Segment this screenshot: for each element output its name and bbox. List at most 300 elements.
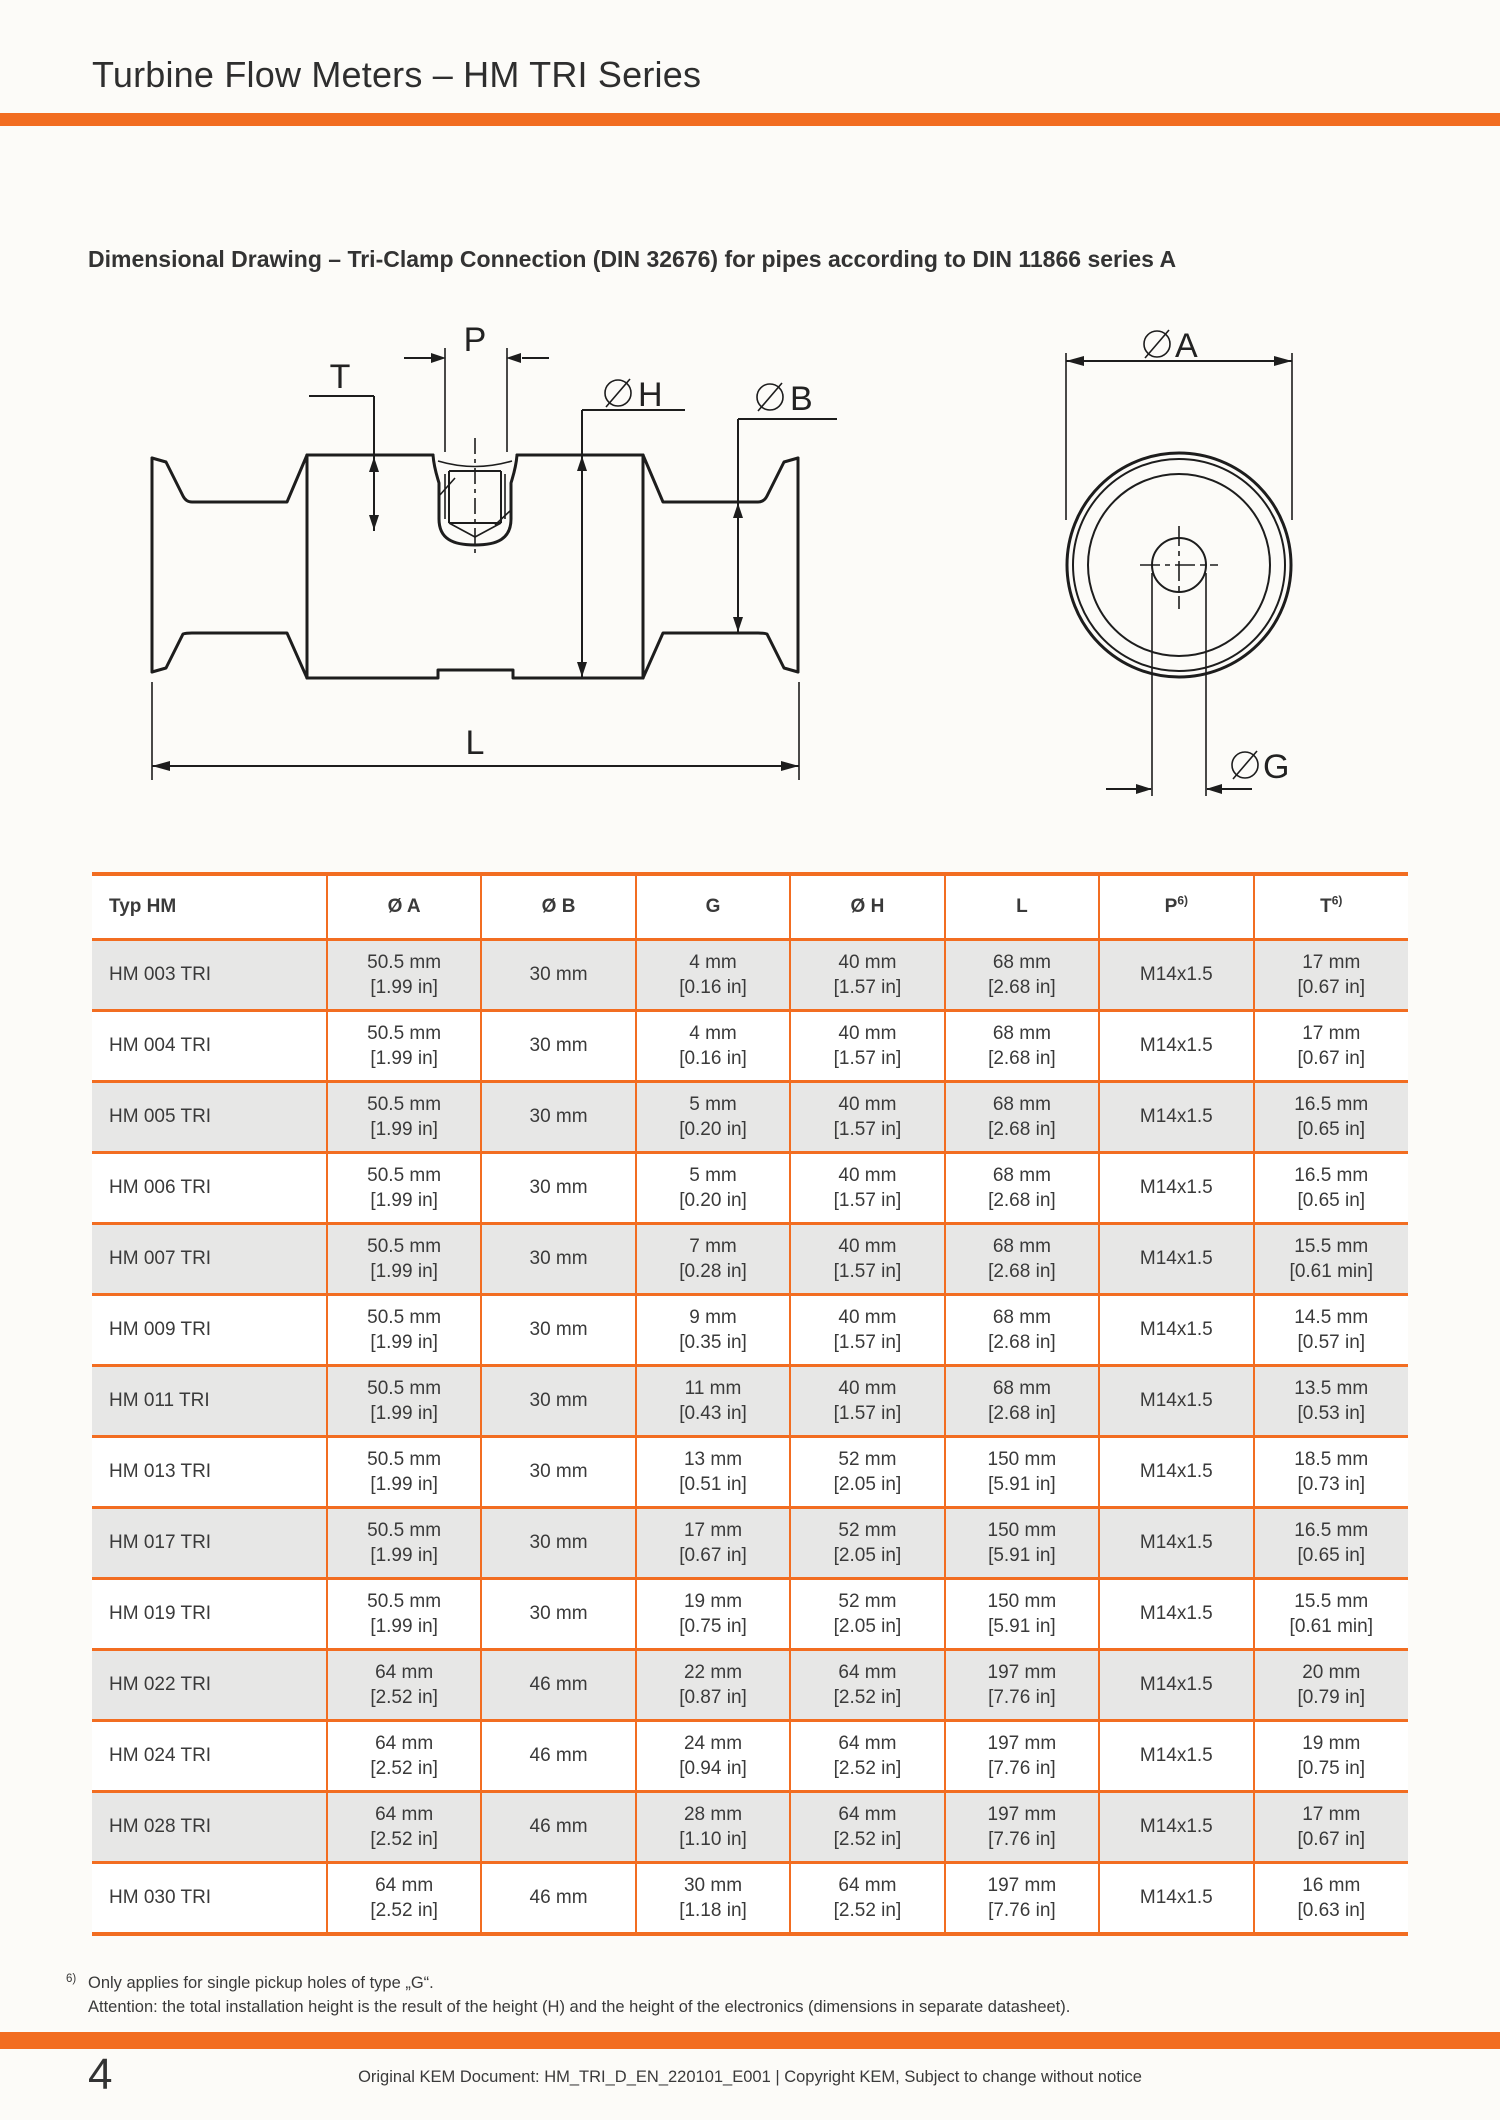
value-cell (945, 1792, 1099, 1863)
p-arrow-right (506, 353, 521, 363)
type-cell (92, 1721, 327, 1792)
cell-line: 14.5 mm (1294, 1306, 1369, 1328)
cell-line: M14x1.5 (1139, 1532, 1213, 1554)
cell-line: [0.20 in] (679, 1119, 747, 1140)
cell-line: 30 mm (529, 964, 588, 986)
cell-line: 30 mm (529, 1390, 588, 1412)
cell-line: [2.68 in] (988, 1403, 1056, 1424)
table-row (92, 1579, 1408, 1650)
cell-line: 40 mm (838, 1022, 897, 1044)
header-footnote-ref: 6) (1177, 893, 1188, 908)
cell-line: 64 mm (838, 1661, 897, 1683)
cell-line: 46 mm (529, 1816, 588, 1838)
cell-line: HM 013 TRI (109, 1461, 212, 1483)
value-cell (1254, 940, 1408, 1011)
value-cell (790, 1437, 944, 1508)
cell-line: [0.61 min] (1289, 1616, 1373, 1637)
header-label: Ø H (850, 896, 885, 917)
cell-line: 68 mm (992, 951, 1051, 973)
value-cell (636, 1508, 790, 1579)
cell-line: 64 mm (375, 1874, 434, 1896)
p-arrow-left (431, 353, 446, 363)
header-label: G (705, 896, 721, 917)
label-dia-b (757, 380, 813, 418)
value-cell (790, 1082, 944, 1153)
table-row (92, 1366, 1408, 1437)
cell-line: 16 mm (1302, 1874, 1361, 1896)
cell-line: 19 mm (683, 1590, 743, 1612)
cell-line: 150 mm (987, 1590, 1057, 1612)
value-cell (327, 1650, 481, 1721)
cell-line: 46 mm (529, 1745, 588, 1767)
value-cell (1254, 1792, 1408, 1863)
value-cell (327, 1437, 481, 1508)
value-cell (327, 1366, 481, 1437)
cell-line: 64 mm (838, 1732, 897, 1754)
value-cell (1254, 1863, 1408, 1935)
value-cell (945, 1082, 1099, 1153)
value-cell (1254, 1224, 1408, 1295)
value-cell (945, 1863, 1099, 1935)
value-cell (481, 1224, 635, 1295)
cell-line: [1.99 in] (370, 1119, 438, 1140)
cell-line: 68 mm (992, 1377, 1051, 1399)
cell-line: [1.99 in] (370, 1261, 438, 1282)
table-row (92, 1721, 1408, 1792)
header-label: L (1016, 896, 1028, 917)
cell-line: [0.65 in] (1297, 1545, 1366, 1566)
cell-line: [0.65 in] (1297, 1119, 1366, 1140)
cell-line: 68 mm (992, 1306, 1051, 1328)
value-cell (945, 1011, 1099, 1082)
table-header-cell (945, 874, 1099, 940)
cell-line: [2.68 in] (988, 977, 1056, 998)
cell-line: 64 mm (375, 1732, 434, 1754)
value-cell (481, 1508, 635, 1579)
l-arrow-right (781, 761, 799, 771)
value-cell (1099, 1863, 1253, 1935)
cell-line: [0.35 in] (679, 1332, 747, 1353)
cell-line: M14x1.5 (1139, 1248, 1213, 1270)
type-cell (92, 1863, 327, 1935)
cell-line: 50.5 mm (367, 1306, 442, 1328)
cell-line: [7.76 in] (988, 1900, 1056, 1921)
table-row (92, 1508, 1408, 1579)
value-cell (790, 1011, 944, 1082)
value-cell (945, 1153, 1099, 1224)
cell-line: M14x1.5 (1139, 1887, 1213, 1909)
dia-b-leader (738, 419, 837, 633)
value-cell (1099, 1295, 1253, 1366)
cell-line: 13.5 mm (1294, 1377, 1369, 1399)
label-t: T (329, 358, 351, 396)
cell-line: HM 003 TRI (109, 964, 212, 986)
label-dia-h (605, 376, 663, 414)
label-dia-g (1232, 748, 1289, 786)
cell-line: [1.99 in] (370, 977, 438, 998)
cell-line: 64 mm (838, 1874, 897, 1896)
cell-line: M14x1.5 (1139, 1390, 1213, 1412)
cell-line: [0.79 in] (1297, 1687, 1366, 1708)
dimensional-drawing (60, 320, 1460, 820)
cell-line: M14x1.5 (1139, 1177, 1213, 1199)
cell-line: M14x1.5 (1139, 1745, 1213, 1767)
right-clamp-profile-top (643, 455, 798, 502)
cell-line: [0.28 in] (679, 1261, 747, 1282)
value-cell (945, 1295, 1099, 1366)
cell-line: 16.5 mm (1294, 1164, 1369, 1186)
value-cell (481, 1295, 635, 1366)
cell-line: [2.52 in] (833, 1758, 902, 1779)
dia-g-arrow-right (1206, 784, 1222, 794)
label-l: L (465, 724, 485, 762)
footnote-line-1: Only applies for single pickup holes of type „G“. (88, 1974, 434, 1992)
value-cell (1254, 1011, 1408, 1082)
table-header-cell (92, 874, 327, 940)
value-cell (790, 1366, 944, 1437)
cell-line: 64 mm (375, 1661, 434, 1683)
cell-line: 50.5 mm (367, 1448, 442, 1470)
cell-line: [1.18 in] (679, 1900, 747, 1921)
cell-line: HM 024 TRI (109, 1745, 212, 1767)
header-footnote-ref: 6) (1331, 893, 1343, 908)
table-row (92, 1792, 1408, 1863)
type-cell (92, 1437, 327, 1508)
cell-line: [2.52 in] (833, 1829, 902, 1850)
cell-line: 15.5 mm (1294, 1590, 1369, 1612)
cell-line: 17 mm (1302, 1803, 1361, 1825)
table-header-cell (1254, 874, 1408, 940)
cell-line: HM 006 TRI (109, 1177, 212, 1199)
cell-line: 40 mm (838, 1164, 897, 1186)
accent-divider-top (0, 113, 1500, 126)
cell-line: [1.57 in] (833, 1048, 902, 1069)
cell-line: 197 mm (987, 1661, 1057, 1683)
value-cell (327, 1224, 481, 1295)
value-cell (481, 1579, 635, 1650)
table-row (92, 1224, 1408, 1295)
value-cell (1254, 1721, 1408, 1792)
cell-line: 68 mm (992, 1235, 1051, 1257)
cell-line: 40 mm (838, 1235, 897, 1257)
cell-line: 46 mm (529, 1674, 588, 1696)
cell-line: 22 mm (683, 1661, 743, 1683)
value-cell (790, 1579, 944, 1650)
cell-line: 30 mm (529, 1603, 588, 1625)
value-cell (1254, 1295, 1408, 1366)
cell-line: [1.99 in] (370, 1474, 438, 1495)
value-cell (945, 1650, 1099, 1721)
cell-line: 11 mm (684, 1377, 742, 1399)
table-header-cell (636, 874, 790, 940)
cell-line: [0.63 in] (1297, 1900, 1366, 1921)
value-cell (481, 1792, 635, 1863)
right-clamp-profile-bottom (643, 633, 798, 678)
cell-line: [1.57 in] (833, 1119, 902, 1140)
value-cell (945, 1721, 1099, 1792)
value-cell (327, 1295, 481, 1366)
type-cell (92, 940, 327, 1011)
table-row (92, 940, 1408, 1011)
cell-line: [2.52 in] (370, 1758, 438, 1779)
cell-line: [1.99 in] (370, 1332, 438, 1353)
value-cell (790, 1153, 944, 1224)
table-header-cell (481, 874, 635, 940)
cell-line: HM 030 TRI (109, 1887, 212, 1909)
type-cell (92, 1295, 327, 1366)
cell-line: [2.68 in] (988, 1119, 1056, 1140)
cell-line: 20 mm (1302, 1661, 1361, 1683)
value-cell (790, 1863, 944, 1935)
cell-line: 7 mm (689, 1235, 737, 1257)
value-cell (481, 1082, 635, 1153)
value-cell (1099, 940, 1253, 1011)
cell-line: 50.5 mm (367, 1377, 442, 1399)
cell-line: 4 mm (689, 951, 737, 973)
t-arrow-up (369, 457, 379, 472)
value-cell (636, 1295, 790, 1366)
cell-line: [2.52 in] (370, 1900, 438, 1921)
cell-line: [0.65 in] (1297, 1190, 1366, 1211)
value-cell (945, 1224, 1099, 1295)
cell-line: [7.76 in] (988, 1758, 1056, 1779)
cell-line: 52 mm (838, 1519, 897, 1541)
value-cell (790, 1650, 944, 1721)
l-arrow-left (152, 761, 170, 771)
cell-line: 150 mm (987, 1448, 1057, 1470)
cell-line: 18.5 mm (1294, 1448, 1369, 1470)
value-cell (790, 1721, 944, 1792)
cell-line: 15.5 mm (1294, 1235, 1369, 1257)
page-title: Turbine Flow Meters – HM TRI Series (92, 54, 702, 95)
cell-line: 64 mm (838, 1803, 897, 1825)
accent-divider-bottom (0, 2032, 1500, 2049)
value-cell (1099, 1366, 1253, 1437)
cell-line: HM 004 TRI (109, 1035, 212, 1057)
value-cell (945, 1366, 1099, 1437)
value-cell (1254, 1437, 1408, 1508)
table-row (92, 1153, 1408, 1224)
table-header-cell (327, 874, 481, 940)
section-heading: Dimensional Drawing – Tri-Clamp Connection (DIN 32676) for pipes according to DIN 11866 series A (88, 246, 1177, 272)
cell-line: 197 mm (987, 1732, 1057, 1754)
value-cell (1099, 1437, 1253, 1508)
dia-g-arrow-left (1136, 784, 1152, 794)
cell-line: [1.10 in] (679, 1829, 747, 1850)
value-cell (327, 940, 481, 1011)
value-cell (790, 1224, 944, 1295)
cell-line: 52 mm (838, 1590, 897, 1612)
cell-line: 30 mm (529, 1319, 588, 1341)
value-cell (1099, 1579, 1253, 1650)
cell-line: 17 mm (683, 1519, 743, 1541)
cell-line: 50.5 mm (367, 1022, 442, 1044)
cell-line: [0.43 in] (679, 1403, 747, 1424)
value-cell (1099, 1792, 1253, 1863)
table-header-cell (1099, 874, 1253, 940)
cell-line: [7.76 in] (988, 1829, 1056, 1850)
cell-line: 30 mm (529, 1532, 588, 1554)
value-cell (327, 1863, 481, 1935)
value-cell (481, 1721, 635, 1792)
value-cell (945, 1508, 1099, 1579)
left-clamp-profile-bottom (152, 633, 307, 678)
cell-line: [2.68 in] (988, 1332, 1056, 1353)
type-cell (92, 1792, 327, 1863)
table-head (92, 874, 1408, 940)
dia-a-arrow-left (1066, 356, 1084, 366)
value-cell (481, 1153, 635, 1224)
svg-text:B: B (790, 380, 813, 418)
svg-text:A: A (1175, 327, 1198, 365)
cell-line: 30 mm (529, 1248, 588, 1270)
value-cell (327, 1011, 481, 1082)
value-cell (790, 1792, 944, 1863)
left-clamp-profile-top (152, 455, 307, 502)
cell-line: [2.68 in] (988, 1190, 1056, 1211)
cell-line: 50.5 mm (367, 1519, 442, 1541)
cell-line: [0.67 in] (1297, 1048, 1366, 1069)
header-label: Ø B (541, 896, 576, 917)
cell-line: [1.57 in] (833, 977, 902, 998)
type-cell (92, 1082, 327, 1153)
cell-line: [0.61 min] (1289, 1261, 1373, 1282)
value-cell (636, 1650, 790, 1721)
cell-line: [0.94 in] (679, 1758, 747, 1779)
value-cell (1254, 1579, 1408, 1650)
cell-line: M14x1.5 (1139, 1603, 1213, 1625)
cell-line: [5.91 in] (988, 1545, 1056, 1566)
type-cell (92, 1508, 327, 1579)
cell-line: 9 mm (689, 1306, 737, 1328)
cell-line: HM 022 TRI (109, 1674, 212, 1696)
dimensions-table-wrap (92, 872, 1408, 1936)
label-p: P (463, 321, 487, 359)
value-cell (790, 1508, 944, 1579)
value-cell (945, 940, 1099, 1011)
cell-line: [0.67 in] (1297, 1829, 1366, 1850)
body-bottom-edge (307, 670, 643, 678)
cell-line: [1.57 in] (833, 1190, 902, 1211)
value-cell (481, 940, 635, 1011)
cell-line: 40 mm (838, 1093, 897, 1115)
value-cell (481, 1650, 635, 1721)
cell-line: 50.5 mm (367, 1235, 442, 1257)
cell-line: 30 mm (683, 1874, 743, 1896)
value-cell (636, 1792, 790, 1863)
label-dia-a (1144, 327, 1198, 365)
type-cell (92, 1011, 327, 1082)
value-cell (636, 1579, 790, 1650)
table-row (92, 1011, 1408, 1082)
cell-line: M14x1.5 (1139, 1106, 1213, 1128)
type-cell (92, 1650, 327, 1721)
value-cell (1254, 1366, 1408, 1437)
cell-line: 4 mm (689, 1022, 737, 1044)
value-cell (636, 1721, 790, 1792)
p-extension-lines (445, 348, 507, 452)
table-header-cell (790, 874, 944, 940)
value-cell (1254, 1082, 1408, 1153)
cell-line: [2.05 in] (833, 1545, 902, 1566)
cell-line: M14x1.5 (1139, 1674, 1213, 1696)
type-cell (92, 1153, 327, 1224)
value-cell (1099, 1721, 1253, 1792)
cell-line: [2.52 in] (833, 1687, 902, 1708)
cell-line: 68 mm (992, 1164, 1051, 1186)
table-row (92, 1295, 1408, 1366)
cell-line: [5.91 in] (988, 1616, 1056, 1637)
cell-line: 16.5 mm (1294, 1093, 1369, 1115)
value-cell (481, 1863, 635, 1935)
cell-line: [0.16 in] (679, 977, 747, 998)
cell-line: 150 mm (987, 1519, 1057, 1541)
cell-line: [2.05 in] (833, 1616, 902, 1637)
table-row (92, 1650, 1408, 1721)
cell-line: HM 005 TRI (109, 1106, 212, 1128)
value-cell (327, 1153, 481, 1224)
cell-line: 30 mm (529, 1035, 588, 1057)
footnote-marker: 6) (66, 1973, 77, 1985)
cell-line: 40 mm (838, 1306, 897, 1328)
type-cell (92, 1224, 327, 1295)
svg-text:H: H (638, 376, 663, 414)
cell-line: 16.5 mm (1294, 1519, 1369, 1541)
cell-line: 17 mm (1302, 1022, 1361, 1044)
footnote (66, 1972, 1446, 2020)
value-cell (945, 1579, 1099, 1650)
cell-line: HM 007 TRI (109, 1248, 212, 1270)
cell-line: [0.20 in] (679, 1190, 747, 1211)
value-cell (327, 1082, 481, 1153)
t-arrow-down (369, 515, 379, 530)
value-cell (636, 1224, 790, 1295)
cell-line: 68 mm (992, 1093, 1051, 1115)
value-cell (327, 1579, 481, 1650)
cell-line: 50.5 mm (367, 1093, 442, 1115)
footnote-line-2: Attention: the total installation height is the result of the height (H) and the height of the electronics (dimensions in separate datasheet). (88, 1997, 1071, 2016)
value-cell (636, 1082, 790, 1153)
cell-line: [0.16 in] (679, 1048, 747, 1069)
cell-line: [1.99 in] (370, 1048, 438, 1069)
header-label: T (1320, 896, 1332, 917)
cell-line: HM 009 TRI (109, 1319, 212, 1341)
cell-line: 19 mm (1302, 1732, 1361, 1754)
cell-line: 28 mm (683, 1803, 743, 1825)
cell-line: 52 mm (838, 1448, 897, 1470)
value-cell (327, 1508, 481, 1579)
dia-h-leader (582, 410, 685, 678)
cell-line: [1.57 in] (833, 1261, 902, 1282)
cell-line: [0.51 in] (679, 1474, 747, 1495)
cell-line: [0.67 in] (679, 1545, 747, 1566)
value-cell (1099, 1082, 1253, 1153)
value-cell (327, 1792, 481, 1863)
dia-b-arrow-down (733, 617, 743, 632)
cell-line: 197 mm (987, 1874, 1057, 1896)
cell-line: [0.57 in] (1297, 1332, 1366, 1353)
cell-line: M14x1.5 (1139, 1816, 1213, 1838)
cell-line: [2.52 in] (833, 1900, 902, 1921)
cell-line: [7.76 in] (988, 1687, 1056, 1708)
cell-line: [2.68 in] (988, 1048, 1056, 1069)
value-cell (945, 1437, 1099, 1508)
page-number: 4 (88, 2050, 113, 2099)
cell-line: 64 mm (375, 1803, 434, 1825)
value-cell (481, 1366, 635, 1437)
footer-text: Original KEM Document: HM_TRI_D_EN_220101_E001 | Copyright KEM, Subject to change without notice (358, 2068, 1142, 2086)
value-cell (790, 940, 944, 1011)
